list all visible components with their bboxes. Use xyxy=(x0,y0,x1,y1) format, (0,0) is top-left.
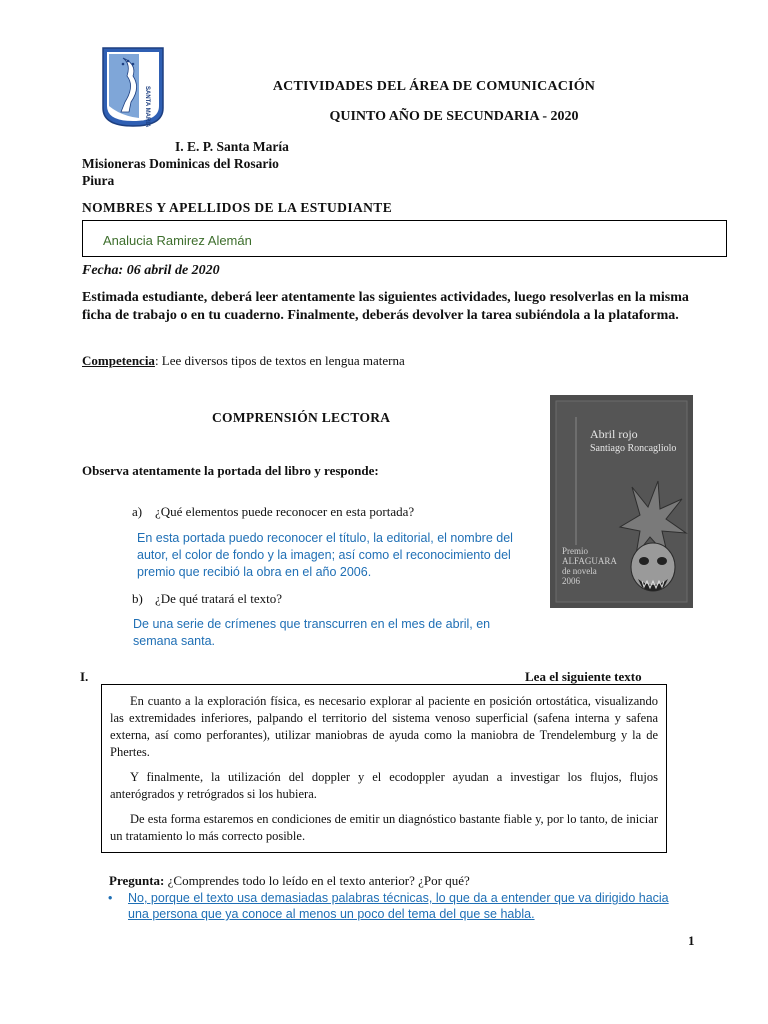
intro-paragraph: Estimada estudiante, deberá leer atentamente las siguientes actividades, luego resolverlas en la misma ficha de trabajo o en tu cuaderno. Finalmente, deberás devolver la tarea subiéndola a la plataforma. xyxy=(82,290,689,323)
book-title: Abril rojo xyxy=(590,427,638,441)
book-author: Santiago Roncagliolo xyxy=(590,443,677,454)
competencia-text: : Lee diversos tipos de textos en lengua materna xyxy=(154,353,405,368)
book-prize-line-2: ALFAGUARA xyxy=(562,556,617,566)
answer-a: En esta portada puedo reconocer el título, la editorial, el nombre del autor, el color de fondo y la imagen; así como el reconocimiento del premio que recibió la obra en el año 2006. xyxy=(137,531,513,579)
page-subtitle: QUINTO AÑO DE SECUNDARIA - 2020 xyxy=(329,109,579,124)
book-prize xyxy=(562,546,617,586)
school-info xyxy=(82,138,289,189)
competencia-line xyxy=(82,353,405,369)
book-prize-line-1: Premio xyxy=(562,546,588,556)
date-line: Fecha: 06 abril de 2020 xyxy=(82,263,220,278)
reading-text-box xyxy=(101,684,667,853)
question-pregunta xyxy=(109,873,470,889)
school-congregation: Misioneras Dominicas del Rosario xyxy=(82,156,279,171)
section-title: COMPRENSIÓN LECTORA xyxy=(212,410,391,425)
school-city: Piura xyxy=(82,173,115,188)
reading-paragraph-3: De esta forma estaremos en condiciones de emitir un diagnóstico bastante fiable y, por lo tanto, de iniciar un tratamiento lo más correcto posible. xyxy=(110,812,658,843)
page-title: ACTIVIDADES DEL ÁREA DE COMUNICACIÓN xyxy=(272,79,596,94)
reading-paragraph-1: En cuanto a la exploración física, es necesario explorar al paciente en posición ortostática, visualizando las extremidades inferiores, palpando el territorio del sistema venoso superficial (safena interna y safena externa, así como perforantes), utilizar maniobras de ayuda como la maniobra de Trendelemburg y la de Phertes. xyxy=(110,694,658,759)
pregunta-answer-text: No, porque el texto usa demasiadas palabras técnicas, lo que da a entender que va dirigido hacia una persona que ya conoce al menos un poco del tema del que se habla. xyxy=(128,891,669,921)
question-a-text: ¿Qué elementos puede reconocer en esta portada? xyxy=(155,504,415,519)
question-b xyxy=(132,591,282,607)
competencia-label: Competencia xyxy=(82,353,155,368)
pregunta-label: Pregunta: xyxy=(109,873,165,888)
student-name-box[interactable] xyxy=(82,220,727,257)
student-name-value: Analucia Ramirez Alemán xyxy=(103,233,252,248)
question-b-text: ¿De qué tratará el texto? xyxy=(155,591,283,606)
pregunta-text: ¿Comprendes todo lo leído en el texto anterior? ¿Por qué? xyxy=(164,873,470,888)
question-b-marker: b) xyxy=(132,591,143,606)
book-prize-line-3: de novela xyxy=(562,566,597,576)
answer-b: De una serie de crímenes que transcurren en el mes de abril, en semana santa. xyxy=(133,617,491,648)
school-name: I. E. P. Santa María xyxy=(175,139,289,154)
section-numeral: I. xyxy=(80,669,89,684)
section-heading: Lea el siguiente texto xyxy=(525,669,642,684)
page-number: 1 xyxy=(688,933,695,948)
bullet-icon: • xyxy=(108,891,113,905)
logo-text: SANTA MARIA xyxy=(144,86,150,128)
reading-paragraph-2: Y finalmente, la utilización del doppler y el ecodoppler ayudan a investigar los flujos, flujos anterógrados y retrógrados si los hubiera. xyxy=(110,770,658,801)
book-prize-line-4: 2006 xyxy=(562,576,580,586)
student-name-heading: NOMBRES Y APELLIDOS DE LA ESTUDIANTE xyxy=(82,200,393,215)
question-a-marker: a) xyxy=(132,504,143,519)
question-a xyxy=(132,504,414,520)
book-cover-image xyxy=(550,395,693,608)
observe-instruction: Observa atentamente la portada del libro y responde: xyxy=(82,463,379,478)
